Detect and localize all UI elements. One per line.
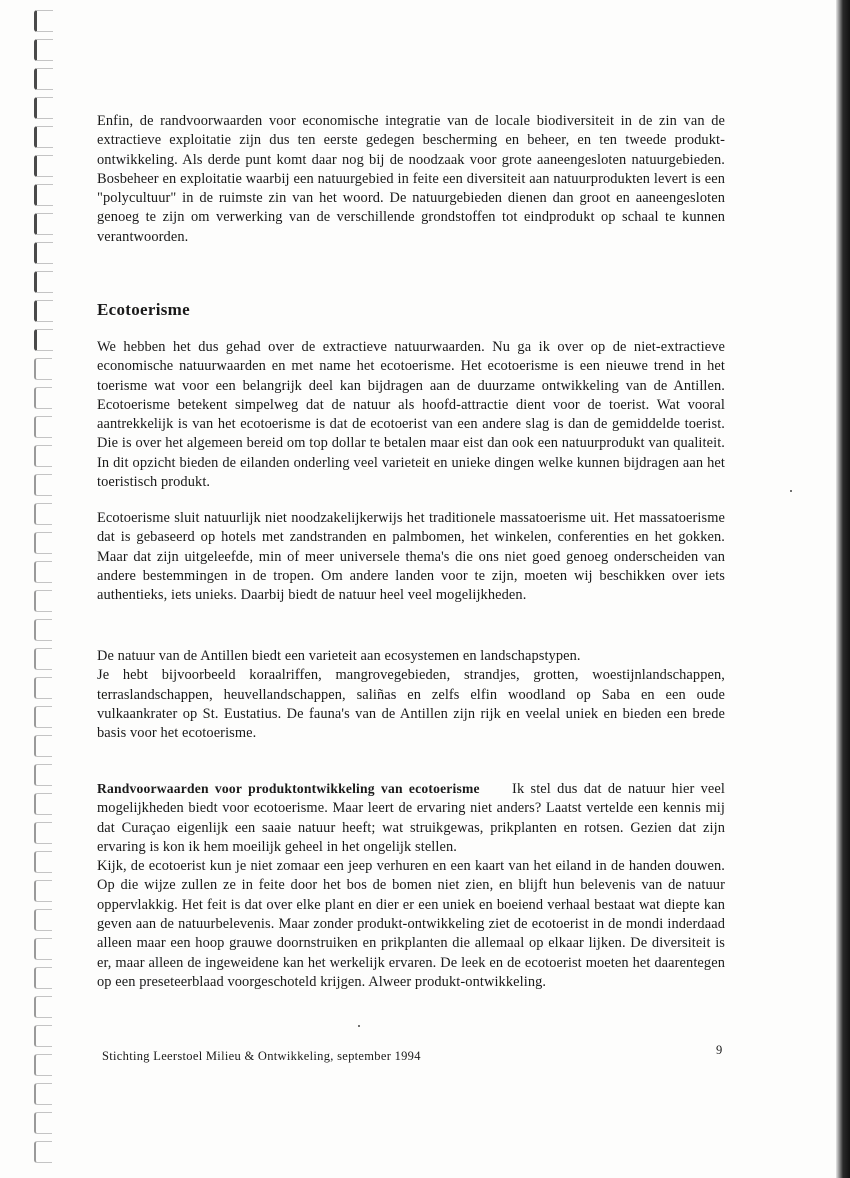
binding-ring [34,184,53,206]
paragraph-intro: Enfin, de randvoorwaarden voor economische integratie van de locale biodiversiteit in de zin van de extractieve exploitatie zijn dus ten eerste gedegen bescherming en beheer, en ten tweede produkt- ontwikkeling. Als derde punt komt daar nog bij de noodzaak voor grote aaneengesloten natuurgebieden. Bosbeheer en exploitatie waarbij een natuurgebied in feite een diversiteit aan natuurprodukten levert is een "polycultuur" in de ruimste zin van het woord. De natuurgebieden dienen dan groot en aaneengesloten genoeg te zijn om verwerking van de verschillende grondstoffen tot eindprodukt op schaal te kunnen verantwoorden. [97,113,725,245]
binding-ring [34,677,52,699]
binding-ring [34,967,52,989]
binding-ring [34,1112,52,1134]
binding-ring [34,242,53,264]
subsection-heading-randvoorwaarden: Randvoorwaarden voor produktontwikkeling van ecotoerisme [97,781,480,796]
binding-ring [34,880,52,902]
paragraph-continuation: Je hebt bijvoorbeeld koraalriffen, mangrovegebieden, strandjes, grotten, woestijnlandschappen, terraslandschappen, heuvellandschappen, saliñas en zelfs elfin woodland op Saba en een oude vulkaankrater op St. Eustatius. De fauna's van de Antillen zijn rijk en veelal uniek en bieden een brede basis voor het ecotoerisme. [97,667,725,742]
binding-ring [34,97,53,119]
binding-ring [34,532,52,554]
paragraph-randvoorwaarden [97,779,725,992]
paragraph-ecotoerisme-1: We hebben het dus gehad over de extractieve natuurwaarden. Nu ga ik over op de niet-extractieve economische natuurwaarden en met name het ecotoerisme. Het ecotoerisme is een nieuwe trend in het toerisme wat voor een belangrijk deel kan bijdragen aan de duurzame ontwikkeling van de Antillen. Ecotoerisme betekent simpelweg dat de natuur als hoofd-attractie dient voor de toerist. Wat vooral aantrekkelijk is van het ecotoerisme is dat de ecotoerist van een andere slag is dan de gemiddelde toerist. Die is over het algemeen bereid om top dollar te betalen maar eist dan ook een natuurprodukt van qualiteit. In dit opzicht bieden de eilanden onderling veel varieteit en unieke dingen welke kunnen bijdragen aan het toeristisch produkt. [97,339,725,491]
binding-ring [34,909,52,931]
binding-ring [34,706,52,728]
dust-speck [358,1025,360,1027]
binding-ring [34,1054,52,1076]
paragraph-ecotoerisme-2: Ecotoerisme sluit natuurlijk niet noodzakelijkerwijs het traditionele massatoerisme uit. Het massatoerisme dat is gebaseerd op hotels met zandstranden en palmbomen, het winkelen, conferenties en het gokken. Maar dat zijn uitgeleefde, min of meer universele thema's die ons niet goed genoeg onderscheiden van andere bestemmingen in de tropen. Om andere landen voor te zijn, moeten wij beschikken over iets authentieks, iets unieks. Daarbij biedt de natuur heel veel mogelijkheden. [97,510,725,604]
binding-ring [34,155,53,177]
binding-ring [34,474,52,496]
binding-ring [34,1025,52,1047]
page-edge-shadow [836,0,850,1178]
binding-ring [34,1141,52,1163]
binding-ring [34,445,52,467]
binding-ring [34,793,52,815]
paragraph-line: De natuur van de Antillen biedt een varieteit aan ecosystemen en landschapstypen. [97,648,581,664]
binding-ring [34,68,53,90]
binding-ring [34,329,53,351]
binding-ring [34,126,53,148]
binding-ring [34,735,52,757]
page-footer: Stichting Leerstoel Milieu & Ontwikkeling, september 1994 [102,1049,421,1063]
binding-ring [34,619,52,641]
paragraph-ecotoerisme-3 [97,647,725,743]
binding-ring [34,648,52,670]
binding-ring [34,387,52,409]
paragraph-text: Ik stel dus dat de natuur hier veel mogelijkheden biedt voor ecotoerisme. Maar leert de ervaring niet anders? Laatst vertelde een kennis mij dat Curaçao eigenlijk een saaie natuur heeft; wat struikgewas, prikplanten en rotsen. Gezien dat zijn ervaring is kon ik hem moeilijk geheel in het ongelijk stellen. [97,781,725,855]
page-number: 9 [716,1043,723,1057]
binding-ring [34,1083,52,1105]
binding-ring [34,416,52,438]
binding-ring [34,39,53,61]
section-heading-ecotoerisme: Ecotoerisme [97,300,190,319]
binding-ring [34,358,52,380]
binding-ring [34,590,52,612]
binding-ring [34,822,52,844]
binding-ring [34,764,52,786]
binding-ring [34,561,52,583]
binding-ring [34,503,52,525]
dust-speck [790,490,792,492]
binding-ring [34,938,52,960]
binding-ring [34,213,53,235]
binding-ring [34,10,53,32]
binding-ring [34,851,52,873]
binding-ring [34,271,53,293]
comb-binding [30,10,52,1170]
binding-ring [34,300,53,322]
paragraph-continuation: Kijk, de ecotoerist kun je niet zomaar een jeep verhuren en een kaart van het eiland in de handen douwen. Op die wijze zullen ze in feite door het bos de bomen niet zien, en blijft hun belevenis van de natuur oppervlakkig. Het feit is dat over elke plant en dier er een uniek en boeiend verhaal bestaat wat diepte kan geven aan de natuurbelevenis. Maar zonder produkt-ontwikkeling ziet de ecotoerist in de mondi inderdaad alleen maar een hoop grauwe doornstruiken en prikplanten die allemaal op elkaar lijken. De diversiteit is er, maar alleen de ingeweidene kan het werkelijk ervaren. De leek en de ecotoerist moeten het daarentegen op een preseteerblaad voorgeschoteld krijgen. Alweer produkt-ontwikkeling. [97,858,725,990]
binding-ring [34,996,52,1018]
